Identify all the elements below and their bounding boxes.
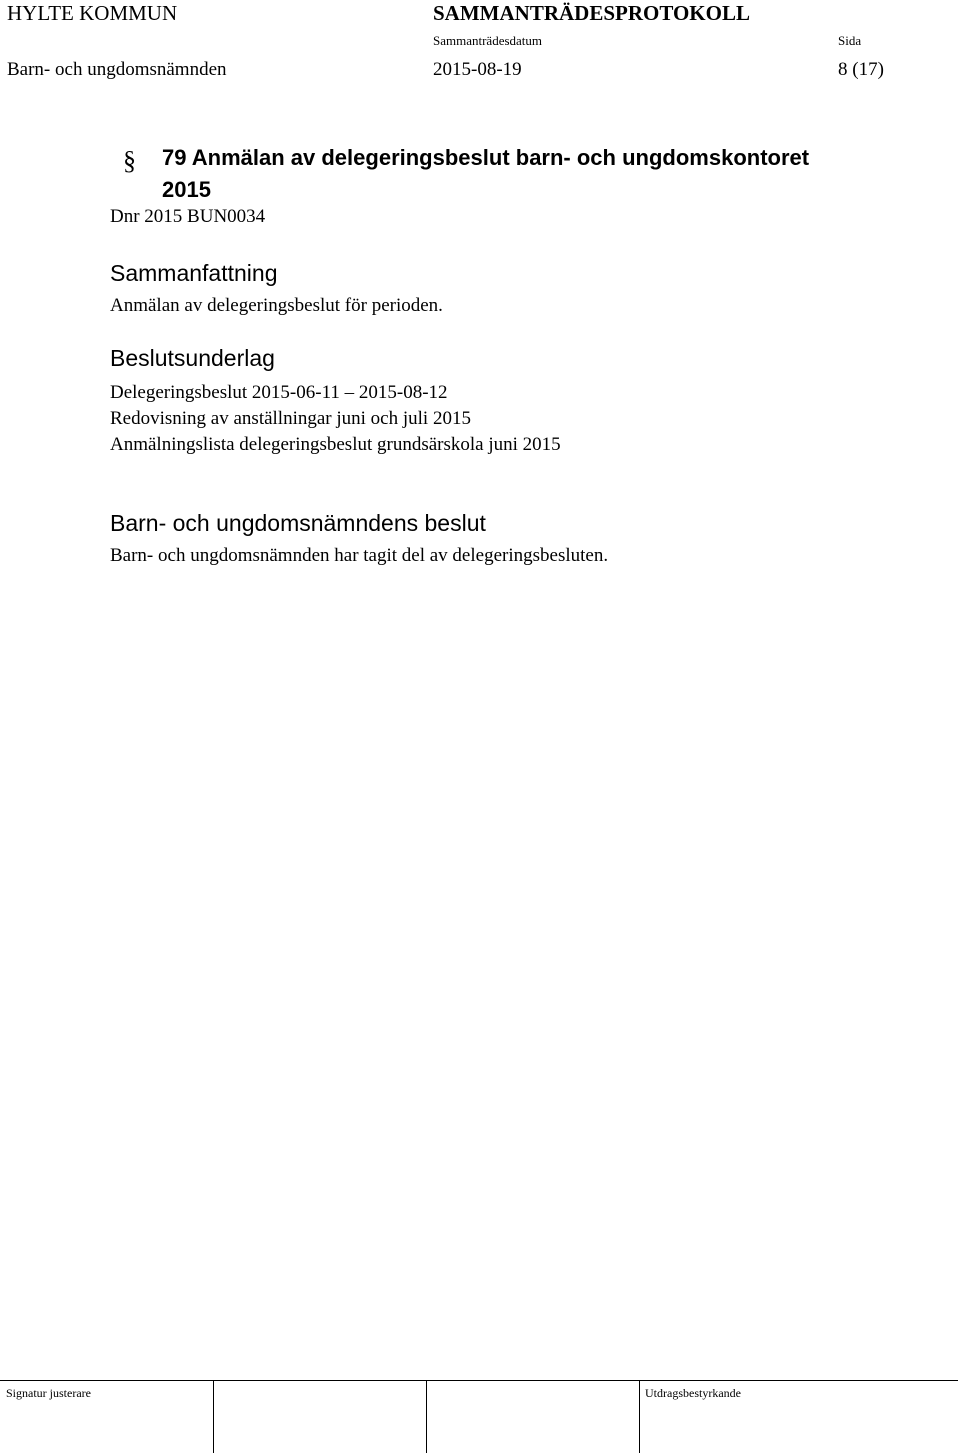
meeting-date: 2015-08-19: [433, 59, 522, 80]
decision-heading: Barn- och ungdomsnämndens beslut: [110, 510, 486, 536]
meeting-date-label: Sammanträdesdatum: [433, 33, 543, 48]
diary-number: Dnr 2015 BUN0034: [110, 206, 266, 227]
footer-divider: [213, 1381, 214, 1453]
basis-item: Delegeringsbeslut 2015-06-11 – 2015-08-12: [110, 382, 448, 403]
section-symbol: §: [123, 146, 136, 175]
page-label: Sida: [838, 33, 862, 48]
signature-label: Signatur justerare: [6, 1386, 91, 1400]
signature-footer: [0, 1380, 958, 1453]
footer-divider: [426, 1381, 427, 1453]
basis-item: Redovisning av anställningar juni och juli 2015: [110, 408, 471, 429]
committee-name: Barn- och ungdomsnämnden: [7, 59, 227, 80]
item-title: 79 Anmälan av delegeringsbeslut barn- och ungdomskontoret: [162, 145, 810, 170]
page-number: 8 (17): [838, 59, 884, 80]
item-title-line2: 2015: [162, 177, 211, 202]
basis-heading: Beslutsunderlag: [110, 345, 275, 371]
organization-name: HYLTE KOMMUN: [7, 1, 178, 25]
decision-text: Barn- och ungdomsnämnden har tagit del av delegeringsbesluten.: [110, 545, 609, 566]
extract-certification-label: Utdragsbestyrkande: [645, 1386, 741, 1400]
summary-text: Anmälan av delegeringsbeslut för perioden.: [110, 295, 443, 316]
footer-divider: [639, 1381, 640, 1453]
summary-heading: Sammanfattning: [110, 260, 278, 286]
document-type: SAMMANTRÄDESPROTOKOLL: [433, 1, 750, 25]
basis-item: Anmälningslista delegeringsbeslut grundsärskola juni 2015: [110, 434, 561, 455]
